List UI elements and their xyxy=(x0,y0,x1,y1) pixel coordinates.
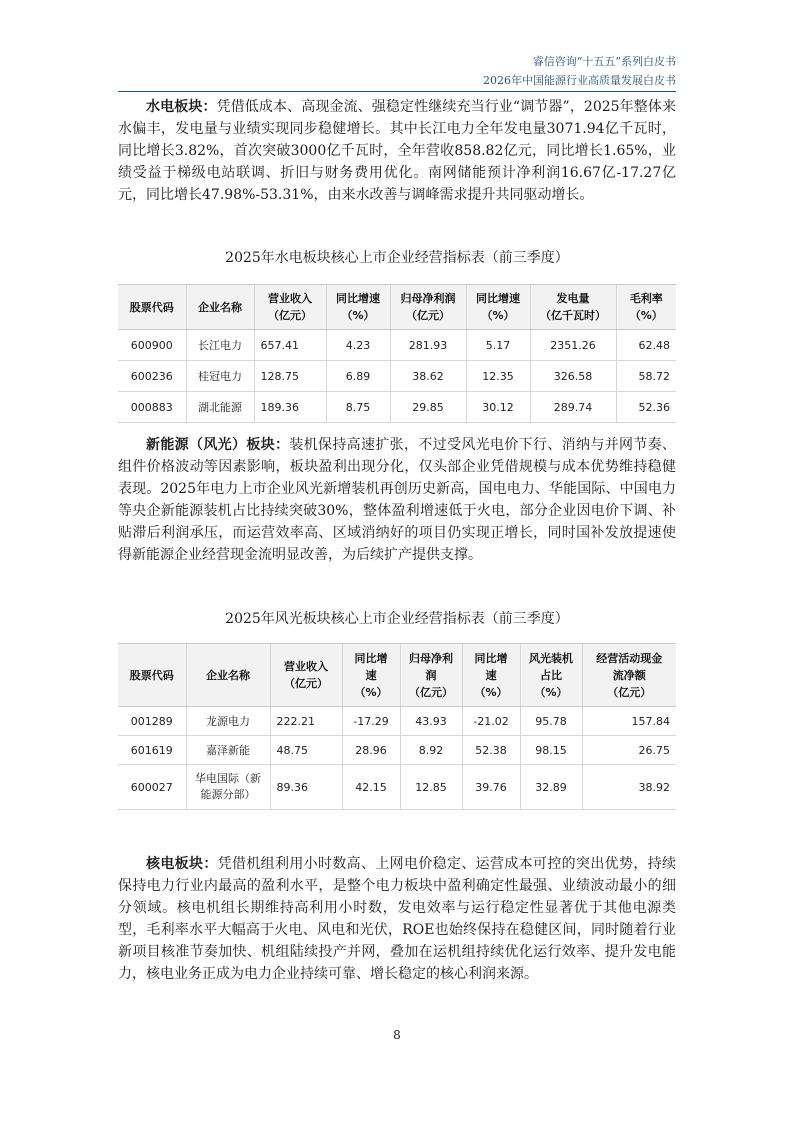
table-row xyxy=(118,765,676,810)
cell-operating-cashflow: 38.92 xyxy=(582,765,676,810)
paragraph-wind-solar-text: 装机保持高速扩张，不过受风光电价下行、消纳与并网节奏、组件价格波动等因素影响，板块盈利出现分化，仅头部企业凭借规模与成本优势维持稳健表现。2025年电力上市企业风光新增装机再创历史新高，国电电力、华能国际、中国电力等央企新能源装机占比持续突破30%，整体盈利增速低于火电，部分企业因电价下调、补贴滞后利润承压，而运营效率高、区域消纳好的项目仍实现正增长，同时国补发放提速使得新能源企业经营现金流明显改善，为后续扩产提供支撑。 xyxy=(118,437,677,563)
paragraph-nuclear-title: 核电板块： xyxy=(146,856,218,872)
cell-generation: 326.58 xyxy=(530,361,616,392)
table-row xyxy=(118,707,676,736)
cell-profit-growth: 5.17 xyxy=(466,330,530,361)
cell-operating-cashflow: 157.84 xyxy=(582,707,676,736)
cell-company: 龙源电力 xyxy=(186,707,270,736)
cell-capacity-share: 98.15 xyxy=(520,736,582,765)
column-header: 归母净利 润 （亿元） xyxy=(400,644,462,707)
cell-revenue: 89.36 xyxy=(270,765,342,810)
paragraph-hydropower-text: 凭借低成本、高现金流、强稳定性继续充当行业“调节器”，2025年整体来水偏丰，发电量与业绩实现同步稳健增长。其中长江电力全年发电量3071.94亿千瓦时，同比增长3.82%，首次突破3000亿千瓦时，全年营收858.82亿元，同比增长1.65%，业绩受益于梯级电站联调、折旧与财务费用优化。南网储能预计净利润16.67亿-17.27亿元，同比增长47.98%-53.31%，由来水改善与调峰需求提升共同驱动增长。 xyxy=(118,99,676,203)
paragraph-hydropower-title: 水电板块： xyxy=(146,99,217,115)
cell-company: 长江电力 xyxy=(186,330,254,361)
cell-net-profit: 29.85 xyxy=(390,392,466,423)
table-header-row xyxy=(118,285,676,330)
table-header-row xyxy=(118,644,676,707)
cell-company: 嘉泽新能 xyxy=(186,736,270,765)
header-divider xyxy=(118,91,676,92)
cell-company: 华电国际（新能源分部） xyxy=(186,765,270,810)
cell-revenue-growth: 28.96 xyxy=(342,736,400,765)
paragraph-hydropower xyxy=(118,96,676,206)
column-header: 企业名称 xyxy=(186,644,270,707)
column-header: 股票代码 xyxy=(118,644,186,707)
cell-revenue: 222.21 xyxy=(270,707,342,736)
column-header: 发电量 （亿千瓦时） xyxy=(530,285,616,330)
paragraph-nuclear-text: 凭借机组利用小时数高、上网电价稳定、运营成本可控的突出优势，持续保持电力行业内最高的盈利水平，是整个电力板块中盈利确定性最强、业绩波动最小的细分领域。核电机组长期维持高利用小时数，发电效率与运行稳定性显著优于其他电源类型，毛利率水平大幅高于火电、风电和光伏，ROE也始终保持在稳健区间，同时随着行业新项目核准节奏加快、机组陆续投产并网，叠加在运机组持续优化运行效率、提升发电能力，核电业务正成为电力企业持续可靠、增长稳定的核心利润来源。 xyxy=(118,856,677,982)
cell-net-profit: 12.85 xyxy=(400,765,462,810)
header-report-title: 2026年中国能源行业高质量发展白皮书 xyxy=(483,74,676,87)
cell-gross-margin: 52.36 xyxy=(616,392,676,423)
cell-company: 桂冠电力 xyxy=(186,361,254,392)
paragraph-wind-solar xyxy=(118,434,676,566)
cell-net-profit: 38.62 xyxy=(390,361,466,392)
cell-stock-code: 601619 xyxy=(118,736,186,765)
cell-profit-growth: 39.76 xyxy=(462,765,520,810)
column-header: 企业名称 xyxy=(186,285,254,330)
cell-net-profit: 8.92 xyxy=(400,736,462,765)
cell-profit-growth: -21.02 xyxy=(462,707,520,736)
cell-revenue: 128.75 xyxy=(254,361,326,392)
cell-stock-code: 600236 xyxy=(118,361,186,392)
cell-net-profit: 281.93 xyxy=(390,330,466,361)
column-header: 同比增速 （%） xyxy=(466,285,530,330)
cell-revenue: 657.41 xyxy=(254,330,326,361)
column-header: 归母净利润 （亿元） xyxy=(390,285,466,330)
cell-gross-margin: 58.72 xyxy=(616,361,676,392)
cell-stock-code: 001289 xyxy=(118,707,186,736)
column-header: 营业收入 （亿元） xyxy=(270,644,342,707)
column-header: 营业收入 （亿元） xyxy=(254,285,326,330)
table2-caption: 2025年风光板块核心上市企业经营指标表（前三季度） xyxy=(225,611,569,627)
cell-stock-code: 000883 xyxy=(118,392,186,423)
column-header: 同比增 速 （%） xyxy=(342,644,400,707)
cell-revenue-growth: 6.89 xyxy=(326,361,390,392)
table-row xyxy=(118,330,676,361)
column-header: 同比增速 （%） xyxy=(326,285,390,330)
table-row xyxy=(118,392,676,423)
wind-solar-table xyxy=(118,643,676,810)
column-header: 毛利率 （%） xyxy=(616,285,676,330)
table-row xyxy=(118,736,676,765)
cell-operating-cashflow: 26.75 xyxy=(582,736,676,765)
table1-caption: 2025年水电板块核心上市企业经营指标表（前三季度） xyxy=(225,250,569,266)
cell-capacity-share: 32.89 xyxy=(520,765,582,810)
cell-revenue: 48.75 xyxy=(270,736,342,765)
cell-profit-growth: 12.35 xyxy=(466,361,530,392)
cell-profit-growth: 30.12 xyxy=(466,392,530,423)
cell-capacity-share: 95.78 xyxy=(520,707,582,736)
cell-revenue-growth: 42.15 xyxy=(342,765,400,810)
cell-gross-margin: 62.48 xyxy=(616,330,676,361)
cell-generation: 2351.26 xyxy=(530,330,616,361)
cell-stock-code: 600027 xyxy=(118,765,186,810)
cell-generation: 289.74 xyxy=(530,392,616,423)
cell-stock-code: 600900 xyxy=(118,330,186,361)
header-series-title: 睿信咨询“十五五”系列白皮书 xyxy=(532,55,676,68)
cell-profit-growth: 52.38 xyxy=(462,736,520,765)
table-row xyxy=(118,361,676,392)
cell-company: 湖北能源 xyxy=(186,392,254,423)
cell-revenue-growth: 4.23 xyxy=(326,330,390,361)
hydropower-table xyxy=(118,284,676,423)
column-header: 股票代码 xyxy=(118,285,186,330)
column-header: 经营活动现金 流净额 （亿元） xyxy=(582,644,676,707)
page-number: 8 xyxy=(393,1028,401,1042)
column-header: 同比增 速 （%） xyxy=(462,644,520,707)
cell-net-profit: 43.93 xyxy=(400,707,462,736)
cell-revenue: 189.36 xyxy=(254,392,326,423)
column-header: 风光装机 占比 （%） xyxy=(520,644,582,707)
page-header xyxy=(483,52,676,90)
paragraph-wind-solar-title: 新能源（风光）板块： xyxy=(146,437,290,453)
cell-revenue-growth: -17.29 xyxy=(342,707,400,736)
paragraph-nuclear xyxy=(118,853,676,985)
cell-revenue-growth: 8.75 xyxy=(326,392,390,423)
